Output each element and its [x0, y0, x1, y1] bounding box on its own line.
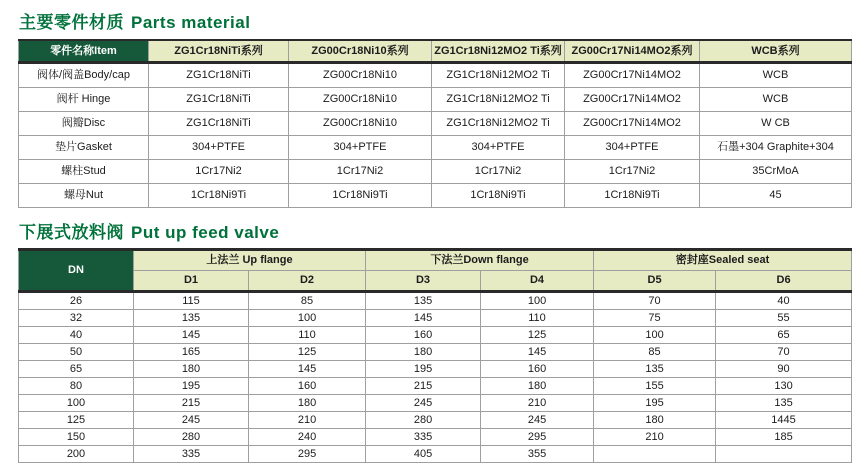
d-column-header: D5: [594, 271, 716, 292]
dimension-cell: 155: [594, 378, 716, 395]
material-cell: 1Cr17Ni2: [149, 160, 289, 184]
material-cell: W CB: [700, 112, 852, 136]
material-cell: 304+PTFE: [149, 136, 289, 160]
material-cell: ZG00Cr18Ni10: [289, 112, 432, 136]
dimension-cell: 70: [594, 292, 716, 310]
dimension-cell: 240: [249, 429, 366, 446]
table-row: [19, 136, 852, 160]
dn-cell: 65: [19, 361, 134, 378]
feed-valve-table: [18, 248, 852, 463]
dimension-cell: 180: [134, 361, 249, 378]
dimension-cell: 110: [481, 310, 594, 327]
material-cell: 304+PTFE: [565, 136, 700, 160]
d-column-header: D4: [481, 271, 594, 292]
group-header: 上法兰 Up flange: [134, 250, 366, 271]
material-cell: 1Cr17Ni2: [565, 160, 700, 184]
dimension-cell: 125: [481, 327, 594, 344]
dimension-cell: 130: [716, 378, 852, 395]
dimension-cell: 55: [716, 310, 852, 327]
material-cell: ZG1Cr18Ni12MO2 Ti: [432, 88, 565, 112]
material-cell: WCB: [700, 63, 852, 88]
dn-cell: 50: [19, 344, 134, 361]
dimension-cell: 245: [366, 395, 481, 412]
dimension-cell: 115: [134, 292, 249, 310]
material-cell: 1Cr18Ni9Ti: [149, 184, 289, 208]
material-cell: ZG1Cr18Ni12MO2 Ti: [432, 63, 565, 88]
material-cell: ZG00Cr17Ni14MO2: [565, 88, 700, 112]
d-column-header: D6: [716, 271, 852, 292]
table-row: [19, 112, 852, 136]
material-cell: 1Cr18Ni9Ti: [565, 184, 700, 208]
group-header: 密封座Sealed seat: [594, 250, 852, 271]
dimension-cell: 180: [594, 412, 716, 429]
feed-valve-title-en: Put up feed valve: [131, 223, 280, 242]
dimension-cell: 180: [249, 395, 366, 412]
table-row: [19, 292, 852, 310]
parts-material-title: [19, 8, 851, 33]
parts-material-title-en: Parts material: [131, 13, 251, 32]
dimension-cell: 135: [594, 361, 716, 378]
feed-valve-title-zh: 下展式放料阀: [19, 223, 124, 242]
dimension-cell: 215: [366, 378, 481, 395]
dimension-cell: 125: [249, 344, 366, 361]
d-column-header: D1: [134, 271, 249, 292]
dimension-cell: [594, 446, 716, 463]
dimension-cell: 210: [594, 429, 716, 446]
dn-cell: 80: [19, 378, 134, 395]
dimension-cell: 180: [366, 344, 481, 361]
dn-cell: 200: [19, 446, 134, 463]
feed-valve-title: [19, 218, 851, 243]
dimension-cell: 195: [594, 395, 716, 412]
dimension-cell: 135: [716, 395, 852, 412]
material-cell: 1Cr17Ni2: [432, 160, 565, 184]
material-cell: ZG00Cr18Ni10: [289, 63, 432, 88]
dn-cell: 26: [19, 292, 134, 310]
table-row: [19, 412, 852, 429]
table-row: [19, 184, 852, 208]
part-name-cell: 阀杆 Hinge: [19, 88, 149, 112]
material-cell: 304+PTFE: [432, 136, 565, 160]
parts-material-title-zh: 主要零件材质: [19, 13, 124, 32]
dn-cell: 125: [19, 412, 134, 429]
table-row: [19, 160, 852, 184]
dimension-cell: 195: [134, 378, 249, 395]
material-cell: WCB: [700, 88, 852, 112]
part-name-cell: 阀瓣Disc: [19, 112, 149, 136]
dimension-cell: 355: [481, 446, 594, 463]
table-row: [19, 378, 852, 395]
dimension-cell: 1445: [716, 412, 852, 429]
table-row: [19, 446, 852, 463]
dimension-cell: 40: [716, 292, 852, 310]
dn-cell: 150: [19, 429, 134, 446]
part-name-cell: 垫片Gasket: [19, 136, 149, 160]
dimension-cell: 215: [134, 395, 249, 412]
dimension-cell: 110: [249, 327, 366, 344]
dimension-cell: 85: [594, 344, 716, 361]
dimension-cell: 65: [716, 327, 852, 344]
material-cell: 石墨+304 Graphite+304: [700, 136, 852, 160]
series-column-header: ZG1Cr18Ni12MO2 Ti系列: [432, 40, 565, 63]
dimension-cell: 90: [716, 361, 852, 378]
feed-valve-body: [19, 292, 852, 463]
dimension-cell: 145: [481, 344, 594, 361]
table-row: [19, 310, 852, 327]
material-cell: ZG00Cr17Ni14MO2: [565, 112, 700, 136]
dimension-cell: 210: [481, 395, 594, 412]
dimension-cell: 295: [481, 429, 594, 446]
table-row: [19, 88, 852, 112]
dimension-cell: 335: [134, 446, 249, 463]
part-name-cell: 螺柱Stud: [19, 160, 149, 184]
material-cell: 1Cr17Ni2: [289, 160, 432, 184]
feed-valve-subheader-row: [19, 271, 852, 292]
parts-material-header-row: [19, 40, 852, 63]
material-cell: ZG1Cr18Ni12MO2 Ti: [432, 112, 565, 136]
dimension-cell: 280: [366, 412, 481, 429]
series-column-header: ZG00Cr17Ni14MO2系列: [565, 40, 700, 63]
dimension-cell: 335: [366, 429, 481, 446]
dimension-cell: 100: [481, 292, 594, 310]
material-cell: ZG00Cr18Ni10: [289, 88, 432, 112]
dimension-cell: 70: [716, 344, 852, 361]
material-cell: 35CrMoA: [700, 160, 852, 184]
series-column-header: ZG00Cr18Ni10系列: [289, 40, 432, 63]
dimension-cell: 245: [134, 412, 249, 429]
part-name-cell: 螺母Nut: [19, 184, 149, 208]
dimension-cell: 245: [481, 412, 594, 429]
material-cell: ZG1Cr18NiTi: [149, 112, 289, 136]
dimension-cell: 145: [366, 310, 481, 327]
dimension-cell: 185: [716, 429, 852, 446]
dimension-cell: 100: [594, 327, 716, 344]
table-row: [19, 361, 852, 378]
table-row: [19, 344, 852, 361]
dimension-cell: [716, 446, 852, 463]
dimension-cell: 145: [134, 327, 249, 344]
dimension-cell: 135: [366, 292, 481, 310]
parts-material-body: [19, 63, 852, 208]
dimension-cell: 405: [366, 446, 481, 463]
series-column-header: WCB系列: [700, 40, 852, 63]
dimension-cell: 145: [249, 361, 366, 378]
dn-cell: 100: [19, 395, 134, 412]
dimension-cell: 75: [594, 310, 716, 327]
dimension-cell: 180: [481, 378, 594, 395]
table-row: [19, 429, 852, 446]
dimension-cell: 210: [249, 412, 366, 429]
dimension-cell: 100: [249, 310, 366, 327]
table-row: [19, 327, 852, 344]
material-cell: ZG1Cr18NiTi: [149, 88, 289, 112]
d-column-header: D3: [366, 271, 481, 292]
dimension-cell: 195: [366, 361, 481, 378]
group-header: 下法兰Down flange: [366, 250, 594, 271]
item-column-header: 零件名称Item: [19, 40, 149, 63]
parts-material-table: [18, 39, 852, 208]
dimension-cell: 280: [134, 429, 249, 446]
dn-cell: 32: [19, 310, 134, 327]
material-cell: ZG1Cr18NiTi: [149, 63, 289, 88]
material-cell: ZG00Cr17Ni14MO2: [565, 63, 700, 88]
material-cell: 304+PTFE: [289, 136, 432, 160]
dn-cell: 40: [19, 327, 134, 344]
dimension-cell: 165: [134, 344, 249, 361]
dimension-cell: 160: [481, 361, 594, 378]
part-name-cell: 阀体/阀盖Body/cap: [19, 63, 149, 88]
dimension-cell: 160: [366, 327, 481, 344]
material-cell: 1Cr18Ni9Ti: [289, 184, 432, 208]
feed-valve-group-header-row: [19, 250, 852, 271]
dimension-cell: 295: [249, 446, 366, 463]
dimension-cell: 135: [134, 310, 249, 327]
table-row: [19, 395, 852, 412]
material-cell: 1Cr18Ni9Ti: [432, 184, 565, 208]
material-cell: 45: [700, 184, 852, 208]
dimension-cell: 85: [249, 292, 366, 310]
table-row: [19, 63, 852, 88]
dn-column-header: DN: [19, 250, 134, 292]
d-column-header: D2: [249, 271, 366, 292]
series-column-header: ZG1Cr18NiTi系列: [149, 40, 289, 63]
dimension-cell: 160: [249, 378, 366, 395]
